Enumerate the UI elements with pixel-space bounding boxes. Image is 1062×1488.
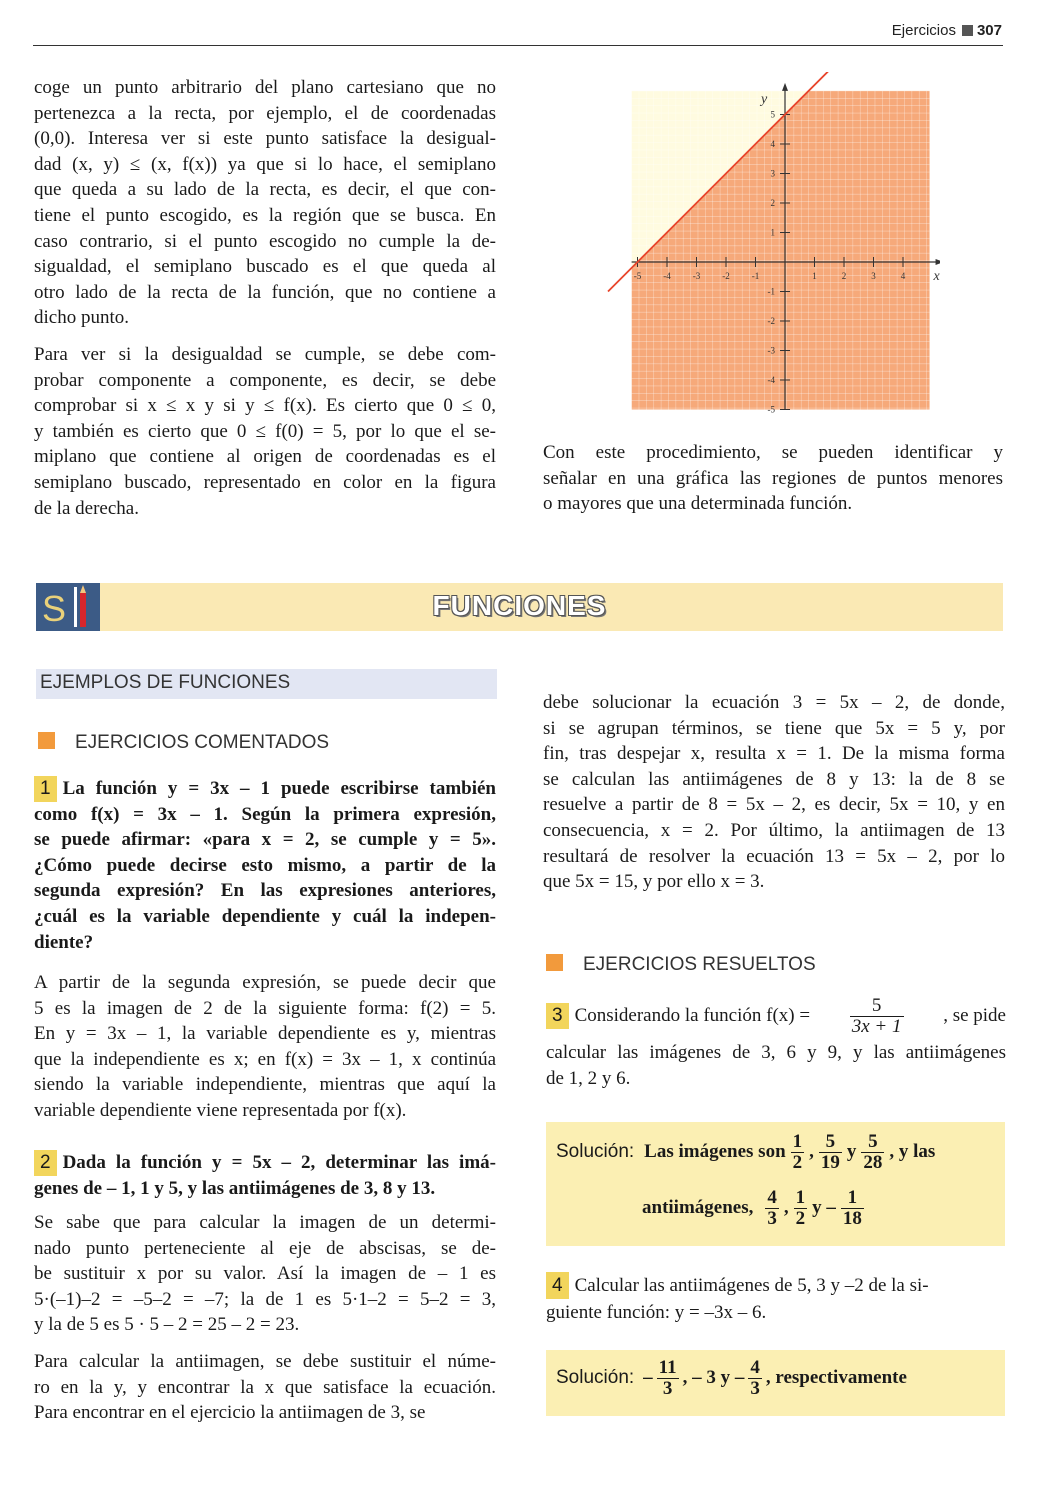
text-line: Se sabe que para calcular la imagen de un determi- [34, 1212, 496, 1233]
question-line: como f(x) = 3x – 1. Según la primera expresión, [34, 803, 496, 825]
y-tick-label: -2 [767, 316, 775, 326]
exercise-3-text: Considerando la función f(x) = [574, 1005, 811, 1027]
solution-label: Solución: [556, 1367, 635, 1389]
comentados-heading [38, 732, 329, 754]
resueltos-heading [546, 954, 816, 976]
solution-text: antiimágenes, [642, 1197, 754, 1219]
exercise-number: 1 [34, 776, 57, 802]
graph-svg [595, 72, 940, 417]
fraction-numerator: 4 [750, 1357, 760, 1378]
x-tick-label: -2 [722, 271, 730, 281]
exercise-4 [546, 1272, 1006, 1326]
separator: , [783, 1197, 789, 1219]
intro-paragraph-2 [34, 342, 496, 521]
question-line: ¿Cómo puede decirse esto mismo, a partir de la [34, 854, 496, 876]
text-line: Para calcular la antiimagen, se debe sustituir el núme- [34, 1351, 496, 1372]
solution-line-1 [556, 1132, 935, 1173]
text-line: si se agrupan términos, se tiene que 5x = 5 y, por [543, 717, 1005, 739]
exercise-2-answer-a [34, 1210, 496, 1338]
exercise-2-answer-b [34, 1349, 496, 1426]
square-bullet-icon [38, 732, 55, 749]
y-tick-label: 2 [770, 198, 775, 208]
question-line: ¿cuál es la variable dependiente y cuál la indepen- [34, 905, 496, 927]
text-line: consecuencia, x = 2. Por último, la antiimagen de 13 [543, 819, 1005, 841]
text-line: o mayores que una determinada función. [543, 493, 853, 515]
fraction-denominator: 18 [842, 1207, 862, 1229]
solution-text: Las imágenes son [644, 1141, 786, 1163]
text-line: semiplano buscado, representado en color en la figura [34, 471, 496, 493]
text-line: variable dependiente viene representada por f(x). [34, 1099, 407, 1121]
fraction-denominator: 19 [820, 1151, 840, 1173]
fraction-numerator: 1 [795, 1187, 806, 1208]
y-tick-label: -3 [767, 345, 775, 356]
question-line: se puede afirmar: «para x = 2, se cumple y = 5». [34, 829, 496, 851]
y-tick-label: -4 [767, 375, 775, 385]
fraction-denominator: 3 [662, 1377, 673, 1399]
text-line: caso contrario, si el punto escogido no cumple la de- [34, 230, 496, 252]
x-tick-label: 2 [841, 271, 847, 281]
text-line: se calculan las antiimágenes de 8 y 13: la de 8 se [543, 768, 1005, 790]
solution-text: , y las [889, 1141, 936, 1163]
x-tick-label: -1 [751, 271, 760, 281]
exercise-3-solution [546, 1122, 1005, 1246]
x-tick-label: -3 [692, 271, 701, 281]
text-line: dicho punto. [34, 307, 129, 329]
exercise-4-solution [546, 1350, 1005, 1416]
question-line: 2 Dada la función y = 5x – 2, determinar las imá- [34, 1150, 496, 1176]
exercise-3-line3: de 1, 2 y 6. [546, 1067, 631, 1089]
text-line: sigualdad, el semiplano buscado es el que queda al [34, 256, 496, 278]
text-line: que 5x = 15, y por ello x = 3. [543, 871, 765, 893]
text-line: 5 es la imagen de 2 de la siguiente forma: f(2) = 5. [34, 997, 496, 1019]
y-axis-arrow-icon [782, 83, 788, 91]
subsection-header [36, 669, 497, 699]
x-tick-label: -5 [633, 271, 642, 281]
x-tick-label: 3 [871, 271, 876, 281]
text-line: nado punto perteneciente al eje de abscisas, se de- [34, 1237, 496, 1259]
fraction-denominator: 3 [750, 1377, 760, 1399]
y-tick-label: -5 [767, 404, 775, 415]
y-tick-label: 5 [770, 109, 775, 120]
text-line: debe solucionar la ecuación 3 = 5x – 2, de donde, [543, 692, 1005, 713]
inequality-graph [595, 72, 940, 417]
square-bullet-icon [962, 25, 973, 36]
text-line: comprobar si x ≤ x y si y ≤ f(x). Es cierto que 0 ≤ 0, [34, 395, 496, 417]
text-line: y también es cierto que 0 ≤ f(0) = 5, por lo que el se- [34, 420, 496, 442]
solution-label: Solución: [556, 1141, 635, 1163]
resueltos-label: EJERCICIOS RESUELTOS [583, 954, 816, 975]
graph-caption [543, 440, 1003, 517]
text-line: siendo la variable independiente, mientras que aquí la [34, 1074, 496, 1096]
text-line: dad (x, y) ≤ (x, f(x)) ya que si lo hace, el semiplano [34, 153, 496, 175]
text-line: resultará de resolver la ecuación 13 = 5x – 2, por lo [543, 845, 1005, 867]
fraction-denominator: 3 [767, 1207, 777, 1229]
solution-line [556, 1358, 907, 1399]
solution-text: , – 3 y – [682, 1367, 745, 1389]
exercise-3-line2: calcular las imágenes de 3, 6 y 9, y las antiimágenes [546, 1042, 1006, 1063]
intro-paragraph-1 [34, 75, 496, 331]
separator: y [846, 1141, 857, 1163]
text-line: ro en la y, y encontrar la x que satisface la ecuación. [34, 1376, 496, 1398]
x-axis-arrow-icon [936, 259, 940, 265]
header-rule [33, 45, 1003, 46]
fraction-numerator: 5 [861, 1132, 884, 1153]
text-line: Para ver si la desigualdad se cumple, se debe com- [34, 344, 496, 365]
minus-sign: – [643, 1367, 653, 1389]
fraction-denominator: 28 [863, 1151, 883, 1173]
question-line: 1 La función y = 3x – 1 puede escribirse también [34, 776, 496, 802]
x-axis-label: x [933, 269, 940, 284]
text-line: tiene el punto escogido, es la región que se busca. En [34, 204, 496, 226]
square-bullet-icon [546, 954, 563, 971]
text-line: coge un punto arbitrario del plano cartesiano que no [34, 77, 496, 98]
y-tick-label: 1 [770, 227, 775, 238]
y-axis-label: y [761, 91, 768, 107]
text-line: que la independiente es x; en f(x) = 3x – 1, x continúa [34, 1048, 496, 1070]
text-line: A partir de la segunda expresión, se puede decir que [34, 972, 496, 993]
section-title: FUNCIONES [432, 590, 607, 621]
question-line: genes de – 1, 1 y 5, y las antiimágenes de 3, 8 y 13. [34, 1177, 436, 1199]
fraction-denominator: 2 [795, 1207, 806, 1229]
separator: y – [812, 1197, 836, 1219]
right-column-paragraph [543, 690, 1005, 895]
text-line: miplano que contiene al origen de coordenadas es el [34, 446, 496, 468]
text-line: be sustituir x por su valor. Así la imagen de – 1 es [34, 1263, 496, 1285]
y-tick-label: 3 [770, 168, 775, 179]
subsection-title: EJEMPLOS DE FUNCIONES [40, 672, 291, 693]
text-line: que queda a su lado de la recta, es decir, el que con- [34, 179, 496, 201]
y-tick-label: -1 [767, 286, 775, 297]
text-line: probar componente a componente, es decir, se debe [34, 369, 496, 391]
logo-letter: S [42, 588, 67, 629]
solution-line-2 [642, 1188, 865, 1229]
text-line: fin, tras despejar x, resulta x = 1. De la misma forma [543, 743, 1005, 765]
text-line: Con este procedimiento, se pueden identificar y [543, 442, 1003, 463]
separator: , [809, 1141, 814, 1163]
fraction-numerator: 5 [819, 1132, 842, 1153]
solution-text: , respectivamente [765, 1367, 907, 1389]
y-tick-label: 4 [770, 139, 775, 149]
exercise-number: 4 [546, 1272, 569, 1299]
text-line: (0,0). Interesa ver si este punto satisface la desigual- [34, 128, 496, 150]
exercise-4-line1: Calcular las antiimágenes de 5, 3 y –2 de la si- [574, 1275, 929, 1296]
fraction-numerator: 5 [850, 996, 904, 1017]
exercise-3-text-after: , se pide [943, 1005, 1006, 1027]
x-tick-label: 1 [812, 271, 817, 281]
running-header [892, 22, 1002, 39]
exercise-number: 3 [546, 1003, 569, 1029]
text-line: 5·(–1)–2 = –5–2 = –7; la de 1 es 5·1–2 = 5–2 = 3, [34, 1288, 496, 1310]
exercise-number: 2 [34, 1150, 57, 1176]
fraction-numerator: 1 [792, 1131, 803, 1152]
x-tick-label: 4 [900, 271, 906, 281]
fraction-numerator: 4 [767, 1187, 777, 1208]
fraction-numerator: 11 [658, 1357, 677, 1378]
text-line: Para encontrar en el ejercicio la antiimagen de 3, se [34, 1402, 426, 1424]
x-tick-label: -4 [663, 271, 671, 281]
question-line: segunda expresión? En las expresiones anteriores, [34, 880, 496, 902]
text-line: señalar en una gráfica las regiones de puntos menores [543, 467, 1003, 489]
page-number: 307 [976, 22, 1002, 39]
exercise-1-answer [34, 970, 496, 1124]
exercise-3 [546, 992, 1006, 1091]
fraction-denominator: 3x + 1 [851, 1015, 902, 1037]
text-line: y la de 5 es 5 · 5 – 2 = 25 – 2 = 23. [34, 1314, 300, 1336]
text-line: En y = 3x – 1, la variable dependiente es y, mientras [34, 1023, 496, 1045]
question-line: diente? [34, 931, 94, 953]
text-line: resuelve a partir de 8 = 5x – 2, es decir, 5x = 10, y en [543, 794, 1005, 816]
text-line: otro lado de la recta de la función, que no contiene a [34, 281, 496, 303]
exercise-1-question [34, 776, 496, 955]
comentados-label: EJERCICIOS COMENTADOS [75, 732, 330, 753]
fraction-numerator: 1 [841, 1188, 864, 1209]
text-line: de la derecha. [34, 497, 139, 519]
text-line: pertenezca a la recta, por ejemplo, el de coordenadas [34, 102, 496, 124]
header-section: Ejercicios [891, 22, 956, 39]
exercise-2-question [34, 1150, 496, 1201]
exercise-4-line2: guiente función: y = –3x – 6. [546, 1302, 767, 1323]
fraction-denominator: 2 [792, 1151, 803, 1173]
